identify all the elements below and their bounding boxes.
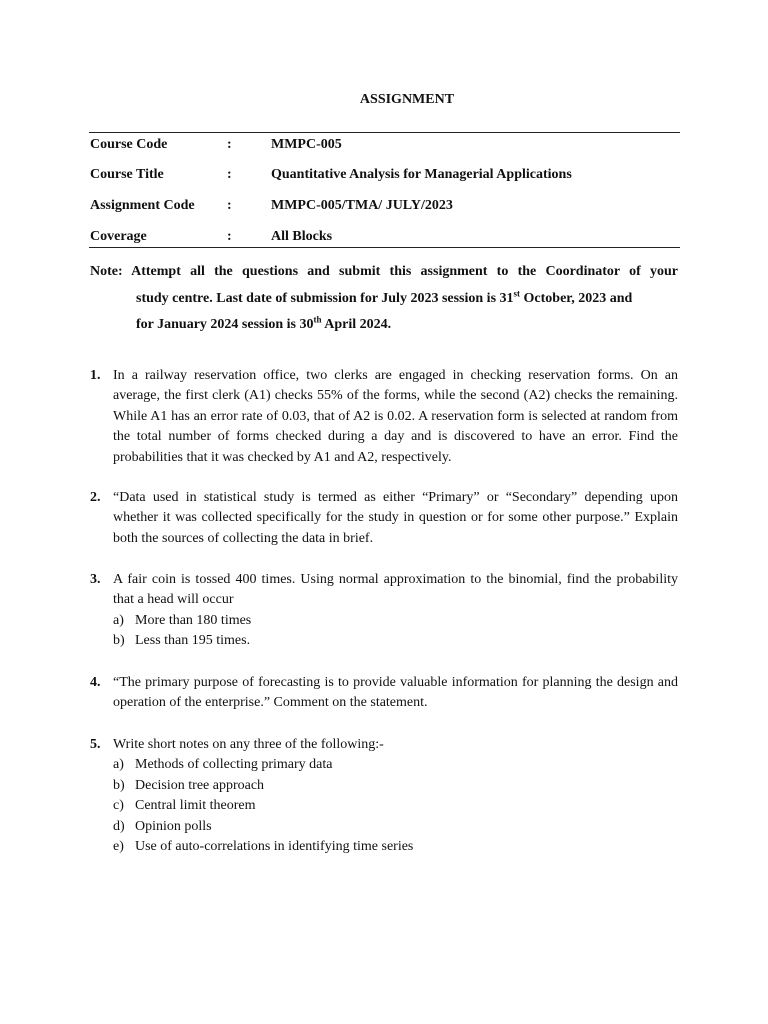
info-colon: : xyxy=(227,137,232,152)
note-superscript: th xyxy=(313,314,322,325)
bottom-divider xyxy=(89,247,680,248)
question-number: 3. xyxy=(90,572,101,587)
sub-item-letter: c) xyxy=(113,798,124,814)
question-text: In a railway reservation office, two clerks are engaged in checking reservation forms. On an average, the first clerk (A1) checks 55% of the forms, while the second (A2) checks the remaining. While A1 has an error rate of 0.03, that of A2 is 0.02. A reservation form is selected at random from the total number of forms checked during a day and is discovered to have an error. Find the probabilities that it was checked by A1 and A2, respectively. xyxy=(113,368,678,465)
note-text: April 2024. xyxy=(321,317,392,332)
sub-item xyxy=(113,755,678,775)
info-label: Course Code xyxy=(90,137,168,152)
sub-item xyxy=(113,817,678,837)
info-colon: : xyxy=(227,167,232,182)
sub-item-text: Use of auto-correlations in identifying time series xyxy=(135,838,414,854)
info-value: MMPC-005 xyxy=(271,137,342,152)
question-5 xyxy=(90,735,678,857)
sub-item xyxy=(113,776,678,796)
top-divider xyxy=(89,132,680,133)
question-number: 2. xyxy=(90,490,101,505)
sub-item-letter: e) xyxy=(113,838,124,854)
info-value: All Blocks xyxy=(271,229,333,244)
sub-item-letter: d) xyxy=(113,818,125,834)
question-3 xyxy=(90,570,678,652)
info-colon: : xyxy=(227,229,232,244)
question-text: A fair coin is tossed 400 times. Using normal approximation to the binomial, find the probability that a head will occur xyxy=(113,572,678,608)
sub-item-text: Central limit theorem xyxy=(135,798,256,814)
info-row-assignment-code xyxy=(90,198,680,218)
info-label: Course Title xyxy=(90,167,164,182)
sub-item-letter: b) xyxy=(113,777,125,793)
sub-item xyxy=(113,631,678,651)
note-line: Note: Attempt all the questions and submit this assignment to the Coordinator of your xyxy=(90,264,678,279)
sub-item xyxy=(113,796,678,816)
info-colon: : xyxy=(227,198,232,213)
sub-item-text: Less than 195 times. xyxy=(135,633,251,649)
question-text: “The primary purpose of forecasting is to provide valuable information for planning the design and operation of the enterprise.” Comment on the statement. xyxy=(113,675,678,711)
info-row-course-code xyxy=(90,137,680,157)
sub-item-letter: b) xyxy=(113,633,125,649)
sub-item-text: Decision tree approach xyxy=(135,777,265,793)
note-line xyxy=(90,286,678,313)
question-number: 5. xyxy=(90,737,101,752)
sub-item xyxy=(113,837,678,857)
info-row-coverage xyxy=(90,229,680,249)
sub-item-letter: a) xyxy=(113,757,124,773)
info-value: MMPC-005/TMA/ JULY/2023 xyxy=(271,198,453,213)
sub-item-text: Opinion polls xyxy=(135,818,212,834)
question-text: “Data used in statistical study is termed as either “Primary” or “Secondary” depending upon whether it was collected specifically for the study in question or for some other purpose.” Explain both the sources of collecting the data in brief. xyxy=(113,490,678,546)
question-4 xyxy=(90,673,678,714)
note-text: study centre. Last date of submission for July 2023 session is 31 xyxy=(136,290,514,306)
page-title: ASSIGNMENT xyxy=(359,92,455,107)
question-number: 4. xyxy=(90,675,101,690)
info-label: Coverage xyxy=(90,229,147,244)
note-line xyxy=(90,312,678,339)
info-row-course-title xyxy=(90,167,680,187)
info-value: Quantitative Analysis for Managerial Applications xyxy=(271,167,572,182)
sub-item-text: Methods of collecting primary data xyxy=(135,757,333,773)
info-label: Assignment Code xyxy=(90,198,195,213)
question-text: Write short notes on any three of the following:- xyxy=(113,737,384,752)
sub-item-text: More than 180 times xyxy=(135,612,252,628)
question-1 xyxy=(90,366,678,468)
sub-item xyxy=(113,611,678,631)
submission-note xyxy=(90,259,678,339)
note-superscript: st xyxy=(513,287,521,298)
note-text: for January 2024 session is 30 xyxy=(136,317,314,332)
note-text: October, 2023 and xyxy=(520,290,633,306)
question-2 xyxy=(90,488,678,549)
sub-item-letter: a) xyxy=(113,612,124,628)
question-number: 1. xyxy=(90,368,101,383)
